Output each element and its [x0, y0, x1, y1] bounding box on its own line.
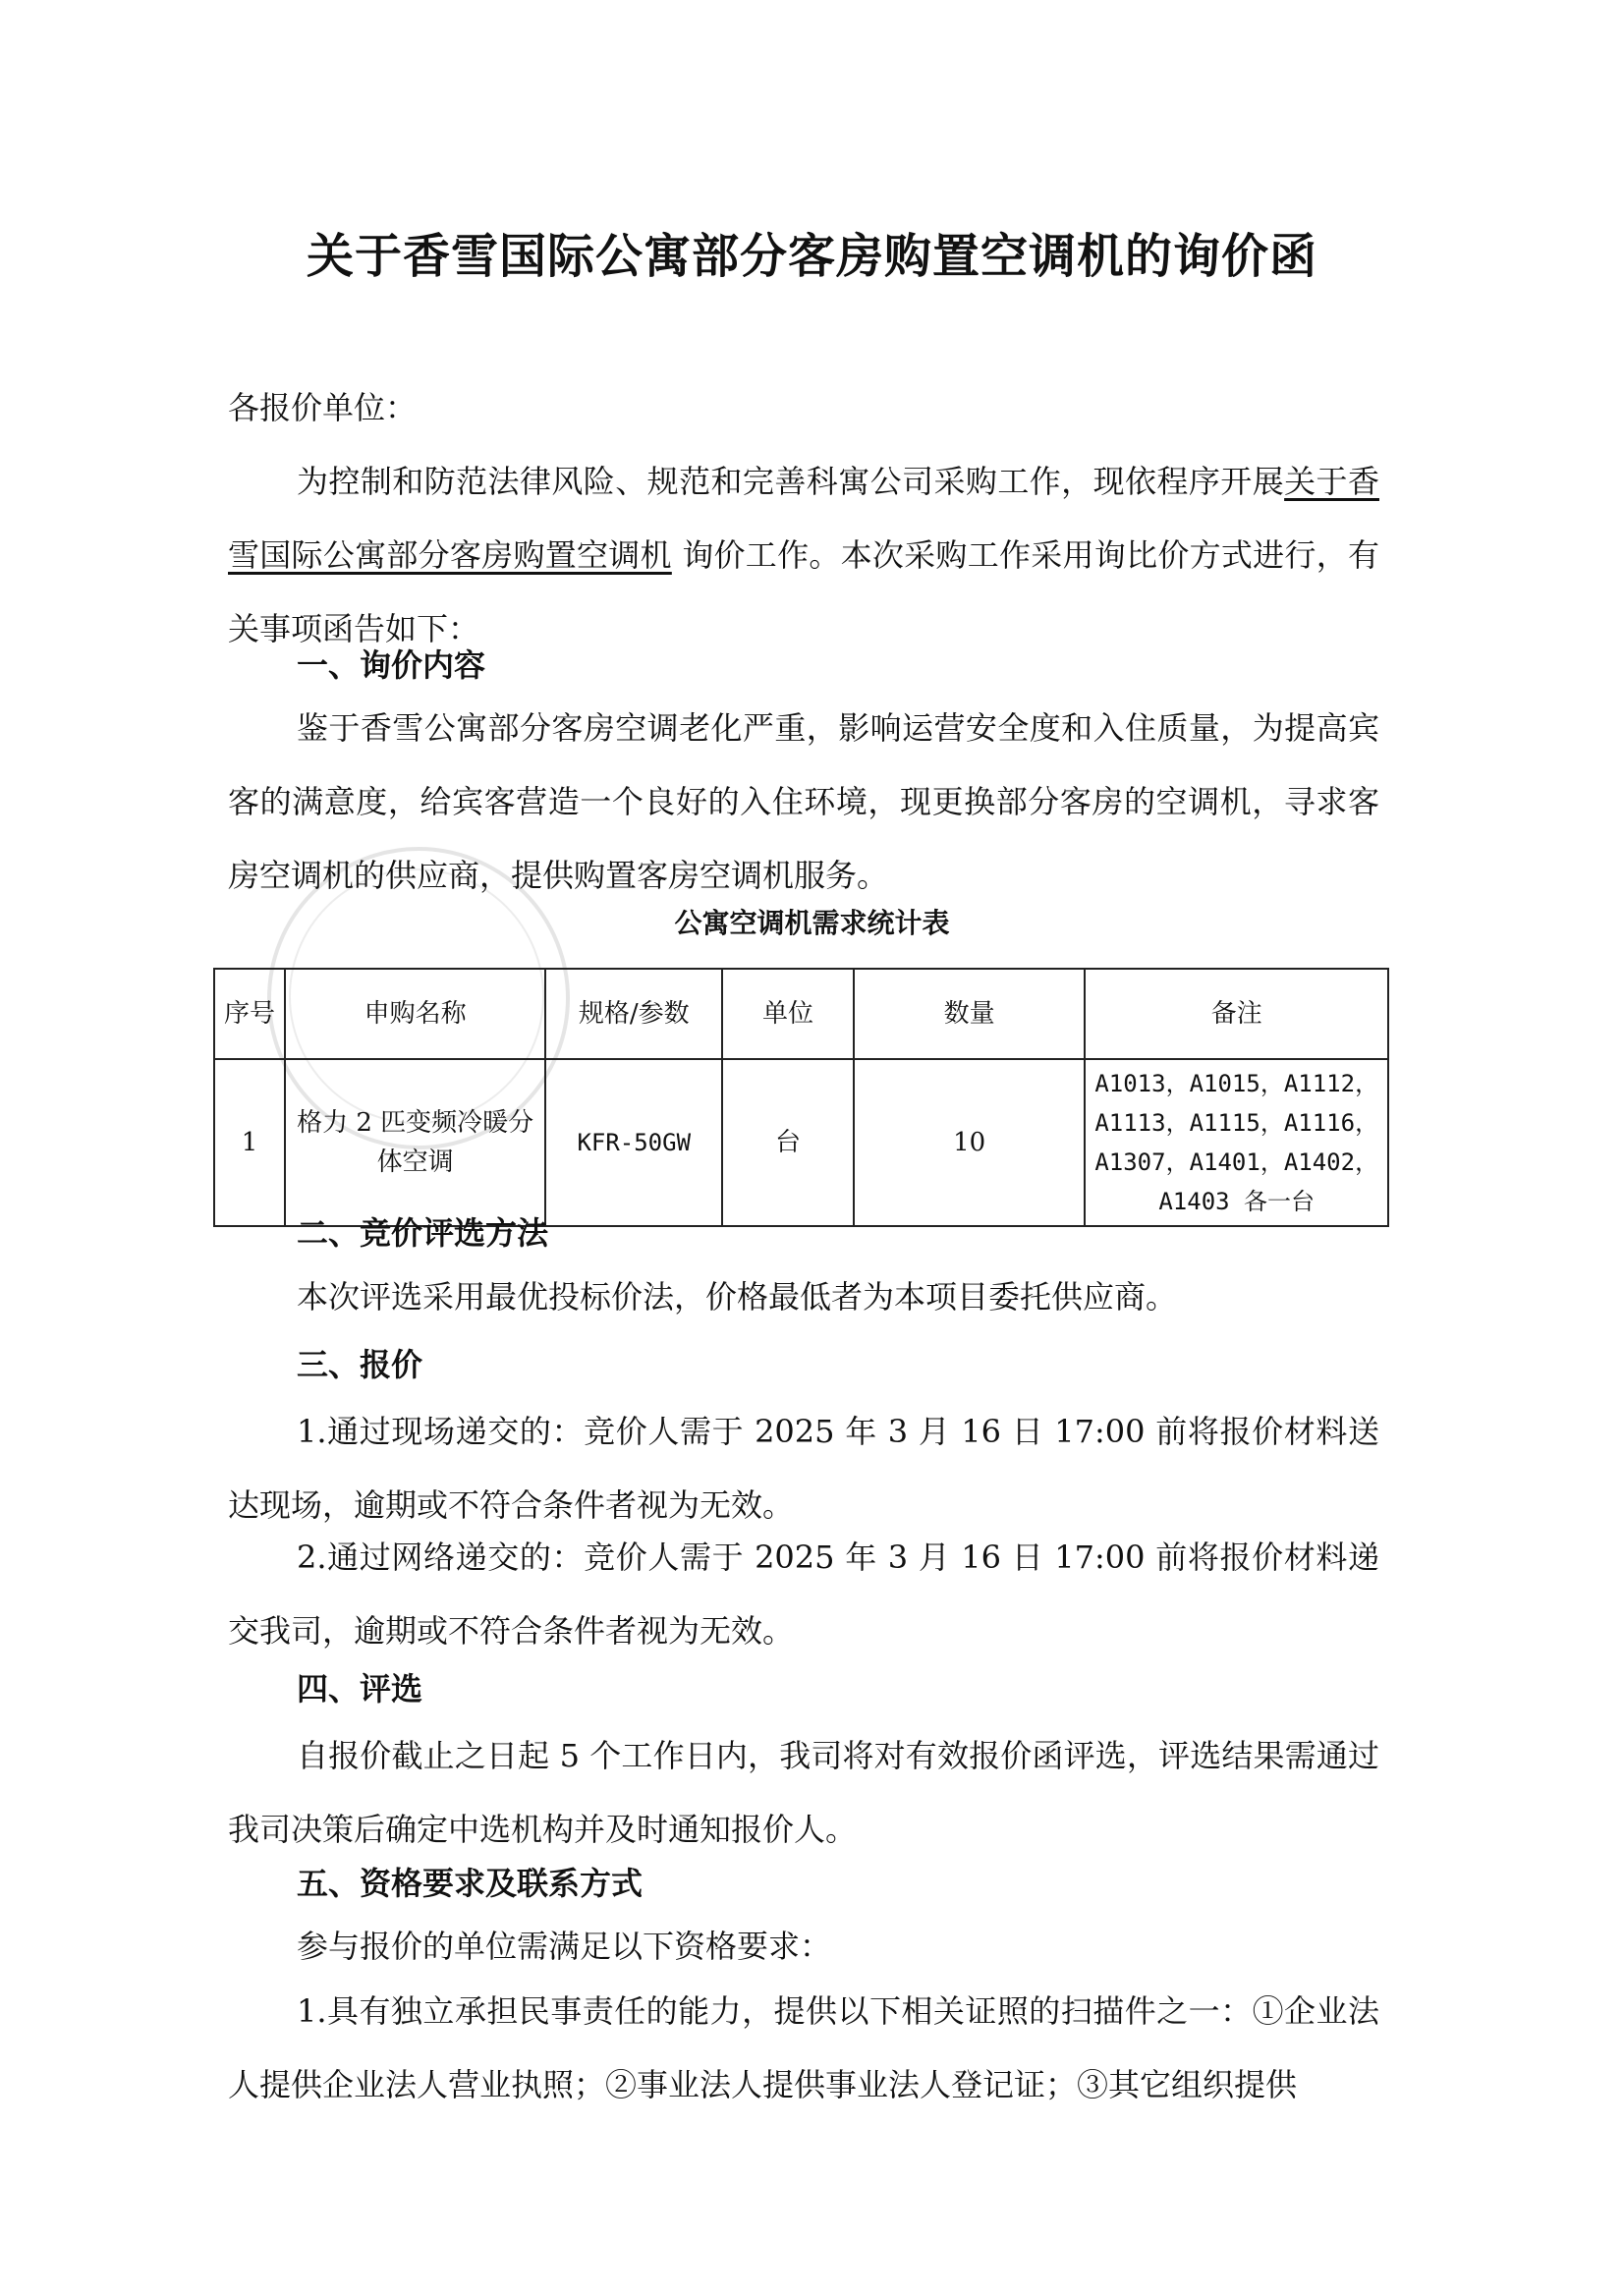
- section-5-text: 参与报价的单位需满足以下资格要求：: [297, 1928, 832, 1965]
- salutation: 各报价单位：: [228, 389, 418, 426]
- section-4-heading: 四、评选: [297, 1670, 423, 1707]
- section-4-text: 自报价截止之日起 5 个工作日内，我司将对有效报价函评选，评选结果需通过我司决策后确定中选机构并及时通知报价人。: [228, 1737, 1379, 1848]
- section-1-heading: 一、询价内容: [297, 646, 486, 684]
- intro-before: 为控制和防范法律风险、规范和完善科寓公司采购工作，现依程序开展: [297, 463, 1285, 500]
- cell-index: 1: [214, 1059, 285, 1226]
- section-2-heading: 二、竞价评选方法: [297, 1214, 549, 1252]
- section-3-heading: 三、报价: [297, 1346, 423, 1383]
- header-item-name: 申购名称: [285, 969, 545, 1059]
- intro-after: 询价工作。本次采购工作采用询比价方式进行，有关事项函告如下：: [228, 536, 1379, 647]
- header-quantity: 数量: [854, 969, 1086, 1059]
- cell-remarks: A1013，A1015，A1112，A1113，A1115，A1116，A1307，A1401，A1402，A1403 各一台: [1085, 1059, 1388, 1226]
- section-5-item-1: 1.具有独立承担民事责任的能力，提供以下相关证照的扫描件之一：①企业法人提供企业法人营业执照；②事业法人提供事业法人登记证；③其它组织提供: [228, 1992, 1379, 2103]
- cell-quantity: 10: [854, 1059, 1086, 1226]
- header-spec: 规格/参数: [545, 969, 722, 1059]
- section-3-item-1: 1.通过现场递交的：竞价人需于 2025 年 3 月 16 日 17:00 前将报价材料送达现场，逾期或不符合条件者视为无效。: [228, 1413, 1379, 1524]
- document-title: 关于香雪国际公寓部分客房购置空调机的询价函: [306, 229, 1317, 284]
- section-1-text: 鉴于香雪公寓部分客房空调老化严重，影响运营安全度和入住质量，为提高宾客的满意度，给宾客营造一个良好的入住环境，现更换部分客房的空调机，寻求客房空调机的供应商，提供购置客房空调机服务。: [228, 709, 1379, 894]
- header-unit: 单位: [722, 969, 854, 1059]
- intro-project-name: 关于香雪国际公寓部分客房购置空调机: [228, 463, 1379, 574]
- requirements-table: [213, 968, 1389, 1227]
- cell-spec: KFR-50GW: [545, 1059, 722, 1226]
- header-index: 序号: [214, 969, 285, 1059]
- cell-item-name: 格力 2 匹变频冷暖分体空调: [285, 1059, 545, 1226]
- section-3-item-2: 2.通过网络递交的：竞价人需于 2025 年 3 月 16 日 17:00 前将报价材料递交我司，逾期或不符合条件者视为无效。: [228, 1539, 1379, 1650]
- table-caption: 公寓空调机需求统计表: [674, 907, 950, 939]
- table-header-row: [214, 969, 1388, 1059]
- cell-unit: 台: [722, 1059, 854, 1226]
- section-5-heading: 五、资格要求及联系方式: [297, 1865, 644, 1902]
- section-2-text: 本次评选采用最优投标价法，价格最低者为本项目委托供应商。: [297, 1278, 1178, 1315]
- header-remarks: 备注: [1085, 969, 1388, 1059]
